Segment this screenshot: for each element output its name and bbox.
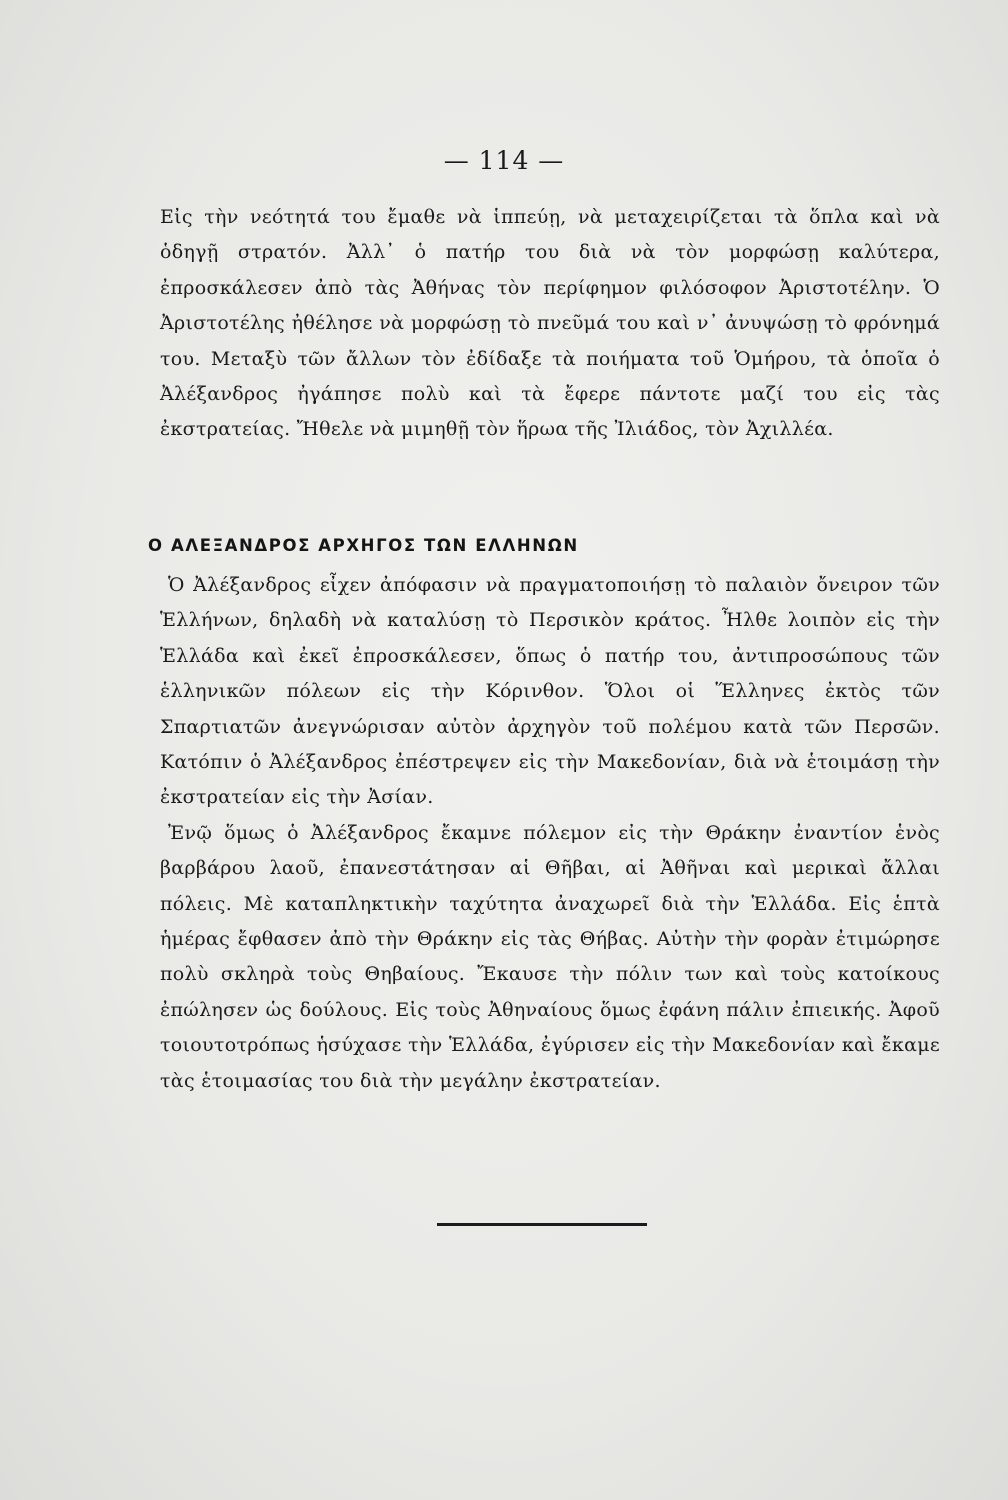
section-heading: Ο ΑΛΕΞΑΝΔΡΟΣ ΑΡΧΗΓΟΣ ΤΩΝ ΕΛΛΗΝΩΝ (148, 536, 579, 555)
section-body (160, 568, 940, 1099)
page-number: — 114 — (443, 146, 565, 175)
paragraph-1: Εἰς τὴν νεότητά του ἔμαθε νὰ ἱππεύῃ, νὰ μεταχειρίζεται τὰ ὅπλα καὶ νὰ ὁδηγῇ στρατόν. Ἀλλ᾽ ὁ πατήρ του διὰ νὰ τὸν μορφώσῃ καλύτερα, ἐπροσκάλεσεν ἀπὸ τὰς Ἀθήνας τὸν περίφημον φιλόσοφον Ἀριστοτέλην. Ὁ Ἀριστοτέλης ἠθέλησε νὰ μορφώσῃ τὸ πνεῦμά του καὶ ν᾽ ἀνυψώσῃ τὸ φρόνημά του. Μεταξὺ τῶν ἄλλων τὸν ἐδίδαξε τὰ ποιήματα τοῦ Ὁμήρου, τὰ ὁποῖα ὁ Ἀλέξανδρος ἠγάπησε πολὺ καὶ τὰ ἔφερε πάντοτε μαζί του εἰς τὰς ἐκστρατείας. Ἤθελε νὰ μιμηθῇ τὸν ἥρωα τῆς Ἰλιάδος, τὸν Ἀχιλλέα. (160, 206, 940, 441)
paragraph-2: Ὁ Ἀλέξανδρος εἶχεν ἀπόφασιν νὰ πραγματοποιήσῃ τὸ παλαιὸν ὄνειρον τῶν Ἑλλήνων, δηλαδὴ νὰ καταλύσῃ τὸ Περσικὸν κράτος. Ἦλθε λοιπὸν εἰς τὴν Ἑλλάδα καὶ ἐκεῖ ἐπροσκάλεσεν, ὅπως ὁ πατήρ του, ἀντιπροσώπους τῶν ἑλληνικῶν πόλεων εἰς τὴν Κόρινθον. Ὅλοι οἱ Ἕλληνες ἐκτὸς τῶν Σπαρτιατῶν ἀνεγνώρισαν αὐτὸν ἀρχηγὸν τοῦ πολέμου κατὰ τῶν Περσῶν. Κατόπιν ὁ Ἀλέξανδρος ἐπέστρεψεν εἰς τὴν Μακεδονίαν, διὰ νὰ ἑτοιμάσῃ τὴν ἐκστρατείαν εἰς τὴν Ἀσίαν. (160, 574, 940, 809)
paragraph-1-block (160, 200, 940, 448)
end-divider-line (437, 1223, 647, 1226)
paragraph-3: Ἐνῷ ὅμως ὁ Ἀλέξανδρος ἔκαμνε πόλεμον εἰς τὴν Θράκην ἐναντίον ἑνὸς βαρβάρου λαοῦ, ἐπανεστάτησαν αἱ Θῆβαι, αἱ Ἀθῆναι καὶ μερικαὶ ἄλλαι πόλεις. Μὲ καταπληκτικὴν ταχύτητα ἀναχωρεῖ διὰ τὴν Ἑλλάδα. Εἰς ἑπτὰ ἡμέρας ἔφθασεν ἀπὸ τὴν Θράκην εἰς τὰς Θήβας. Αὐτὴν τὴν φορὰν ἐτιμώρησε πολὺ σκληρὰ τοὺς Θηβαίους. Ἔκαυσε τὴν πόλιν των καὶ τοὺς κατοίκους ἐπώλησεν ὡς δούλους. Εἰς τοὺς Ἀθηναίους ὅμως ἐφάνη πάλιν ἐπιεικής. Ἀφοῦ τοιουτοτρόπως ἡσύχασε τὴν Ἑλλάδα, ἐγύρισεν εἰς τὴν Μακεδονίαν καὶ ἔκαμε τὰς ἑτοιμασίας του διὰ τὴν μεγάλην ἐκστρατείαν. (160, 821, 940, 1092)
